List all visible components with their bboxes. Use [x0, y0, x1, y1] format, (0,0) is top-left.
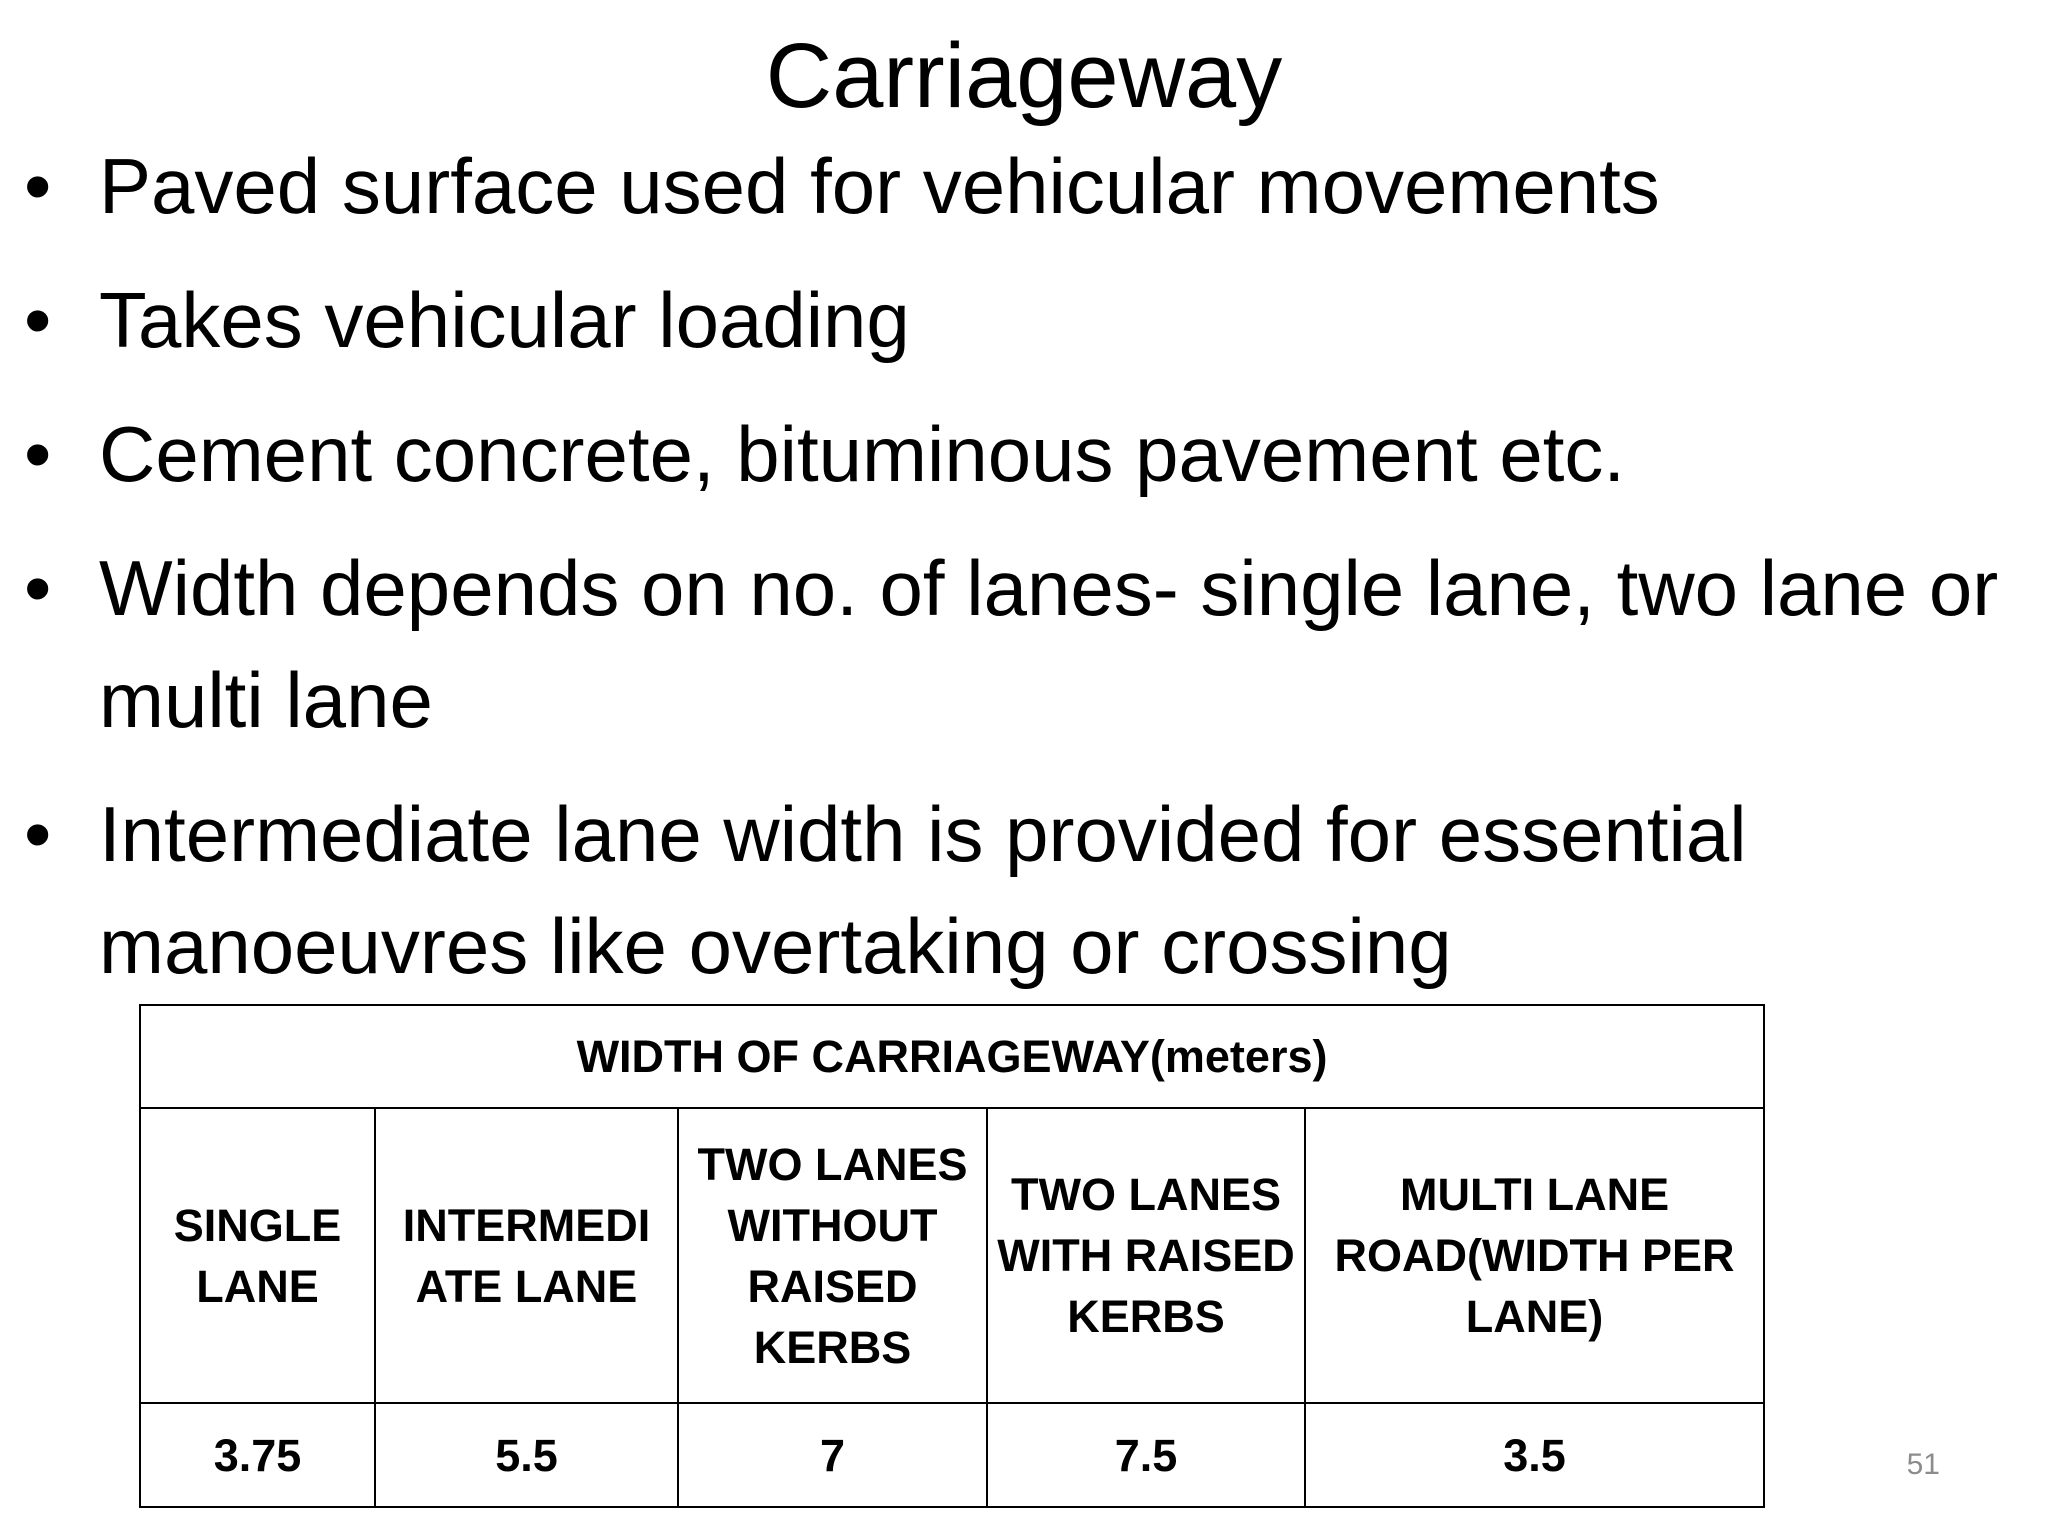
page-number: 51	[1906, 1448, 1940, 1481]
bullet-text: Intermediate lane width is provided for essential manoeuvres like overtaking or crossing	[99, 790, 1747, 990]
table-cell-two-lanes-without-kerbs: 7	[678, 1403, 987, 1507]
column-header-intermediate-lane: INTERMEDI ATE LANE	[375, 1108, 678, 1403]
table-header-row	[140, 1108, 1764, 1403]
bullet-list	[20, 130, 2040, 1024]
table-value-row	[140, 1403, 1764, 1507]
table-cell-two-lanes-with-kerbs: 7.5	[987, 1403, 1305, 1507]
bullet-dot-icon: •	[24, 276, 52, 364]
table-caption-row	[140, 1005, 1764, 1108]
carriageway-width-table	[139, 1004, 1765, 1508]
bullet-text: Takes vehicular loading	[99, 276, 910, 364]
column-header-two-lanes-with-kerbs: TWO LANES WITH RAISED KERBS	[987, 1108, 1305, 1403]
table-caption: WIDTH OF CARRIAGEWAY(meters)	[140, 1005, 1764, 1108]
bullet-dot-icon: •	[24, 544, 52, 632]
column-header-single-lane: SINGLE LANE	[140, 1108, 375, 1403]
bullet-item	[20, 778, 2040, 1002]
bullet-text: Width depends on no. of lanes- single lane, two lane or multi lane	[99, 544, 1999, 744]
table-cell-multi-lane: 3.5	[1305, 1403, 1764, 1507]
bullet-text: Cement concrete, bituminous pavement etc.	[99, 410, 1626, 498]
bullet-dot-icon: •	[24, 410, 52, 498]
bullet-text: Paved surface used for vehicular movements	[99, 142, 1660, 230]
table-cell-single-lane: 3.75	[140, 1403, 375, 1507]
bullet-item	[20, 130, 2040, 242]
bullet-item	[20, 264, 2040, 376]
bullet-dot-icon: •	[24, 142, 52, 230]
column-header-two-lanes-without-kerbs: TWO LANES WITHOUT RAISED KERBS	[678, 1108, 987, 1403]
bullet-item	[20, 398, 2040, 510]
slide-title: Carriageway	[765, 25, 1283, 127]
table-cell-intermediate-lane: 5.5	[375, 1403, 678, 1507]
bullet-item	[20, 532, 2040, 756]
column-header-multi-lane: MULTI LANE ROAD(WIDTH PER LANE)	[1305, 1108, 1764, 1403]
bullet-dot-icon: •	[24, 790, 52, 878]
